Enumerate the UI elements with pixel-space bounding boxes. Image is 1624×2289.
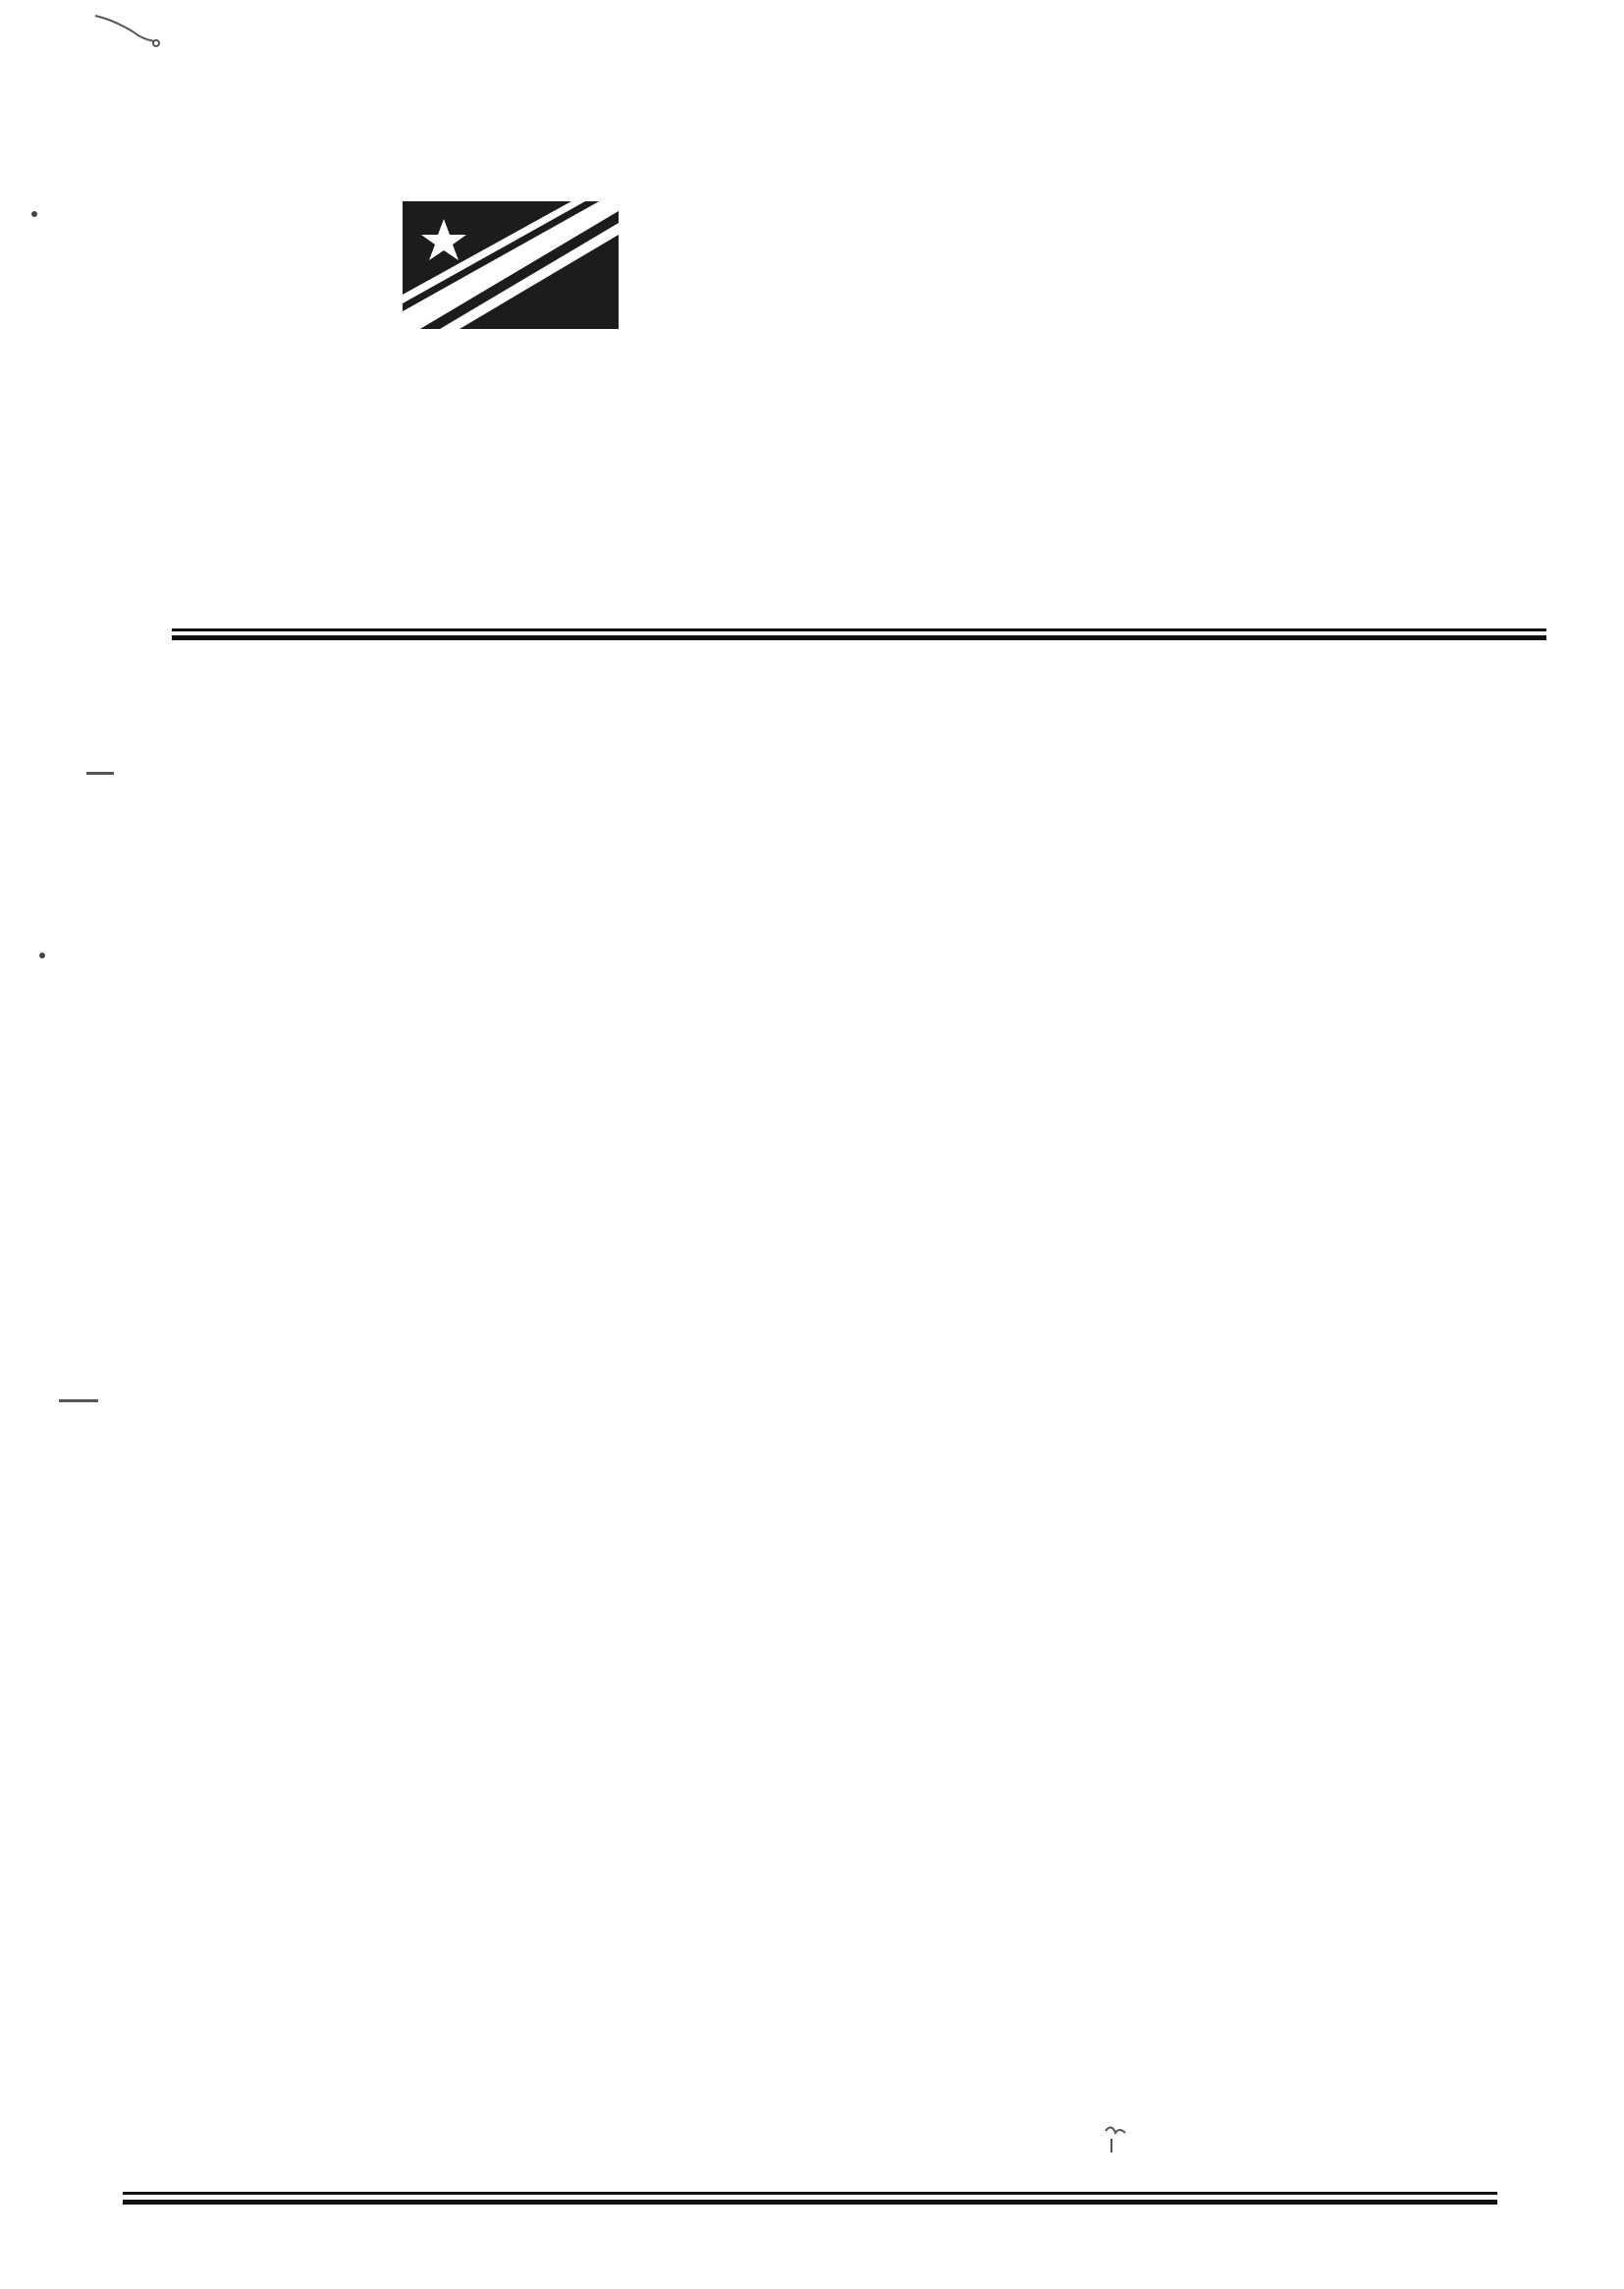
vu-loi-cadre (162, 854, 1512, 861)
scan-margin-mark (59, 1399, 98, 1402)
footer-rule-top (123, 2192, 1497, 2195)
title-rule-top (172, 628, 1546, 631)
scan-speck (31, 211, 37, 217)
scan-speck (39, 953, 45, 958)
footer-rule-bottom (123, 2200, 1497, 2205)
handwritten-initials (1100, 2121, 1139, 2160)
scan-mark-top-left (93, 10, 162, 49)
flag-emblem (403, 201, 619, 334)
scan-margin-mark (86, 772, 114, 775)
title-rule-bottom (172, 635, 1546, 640)
